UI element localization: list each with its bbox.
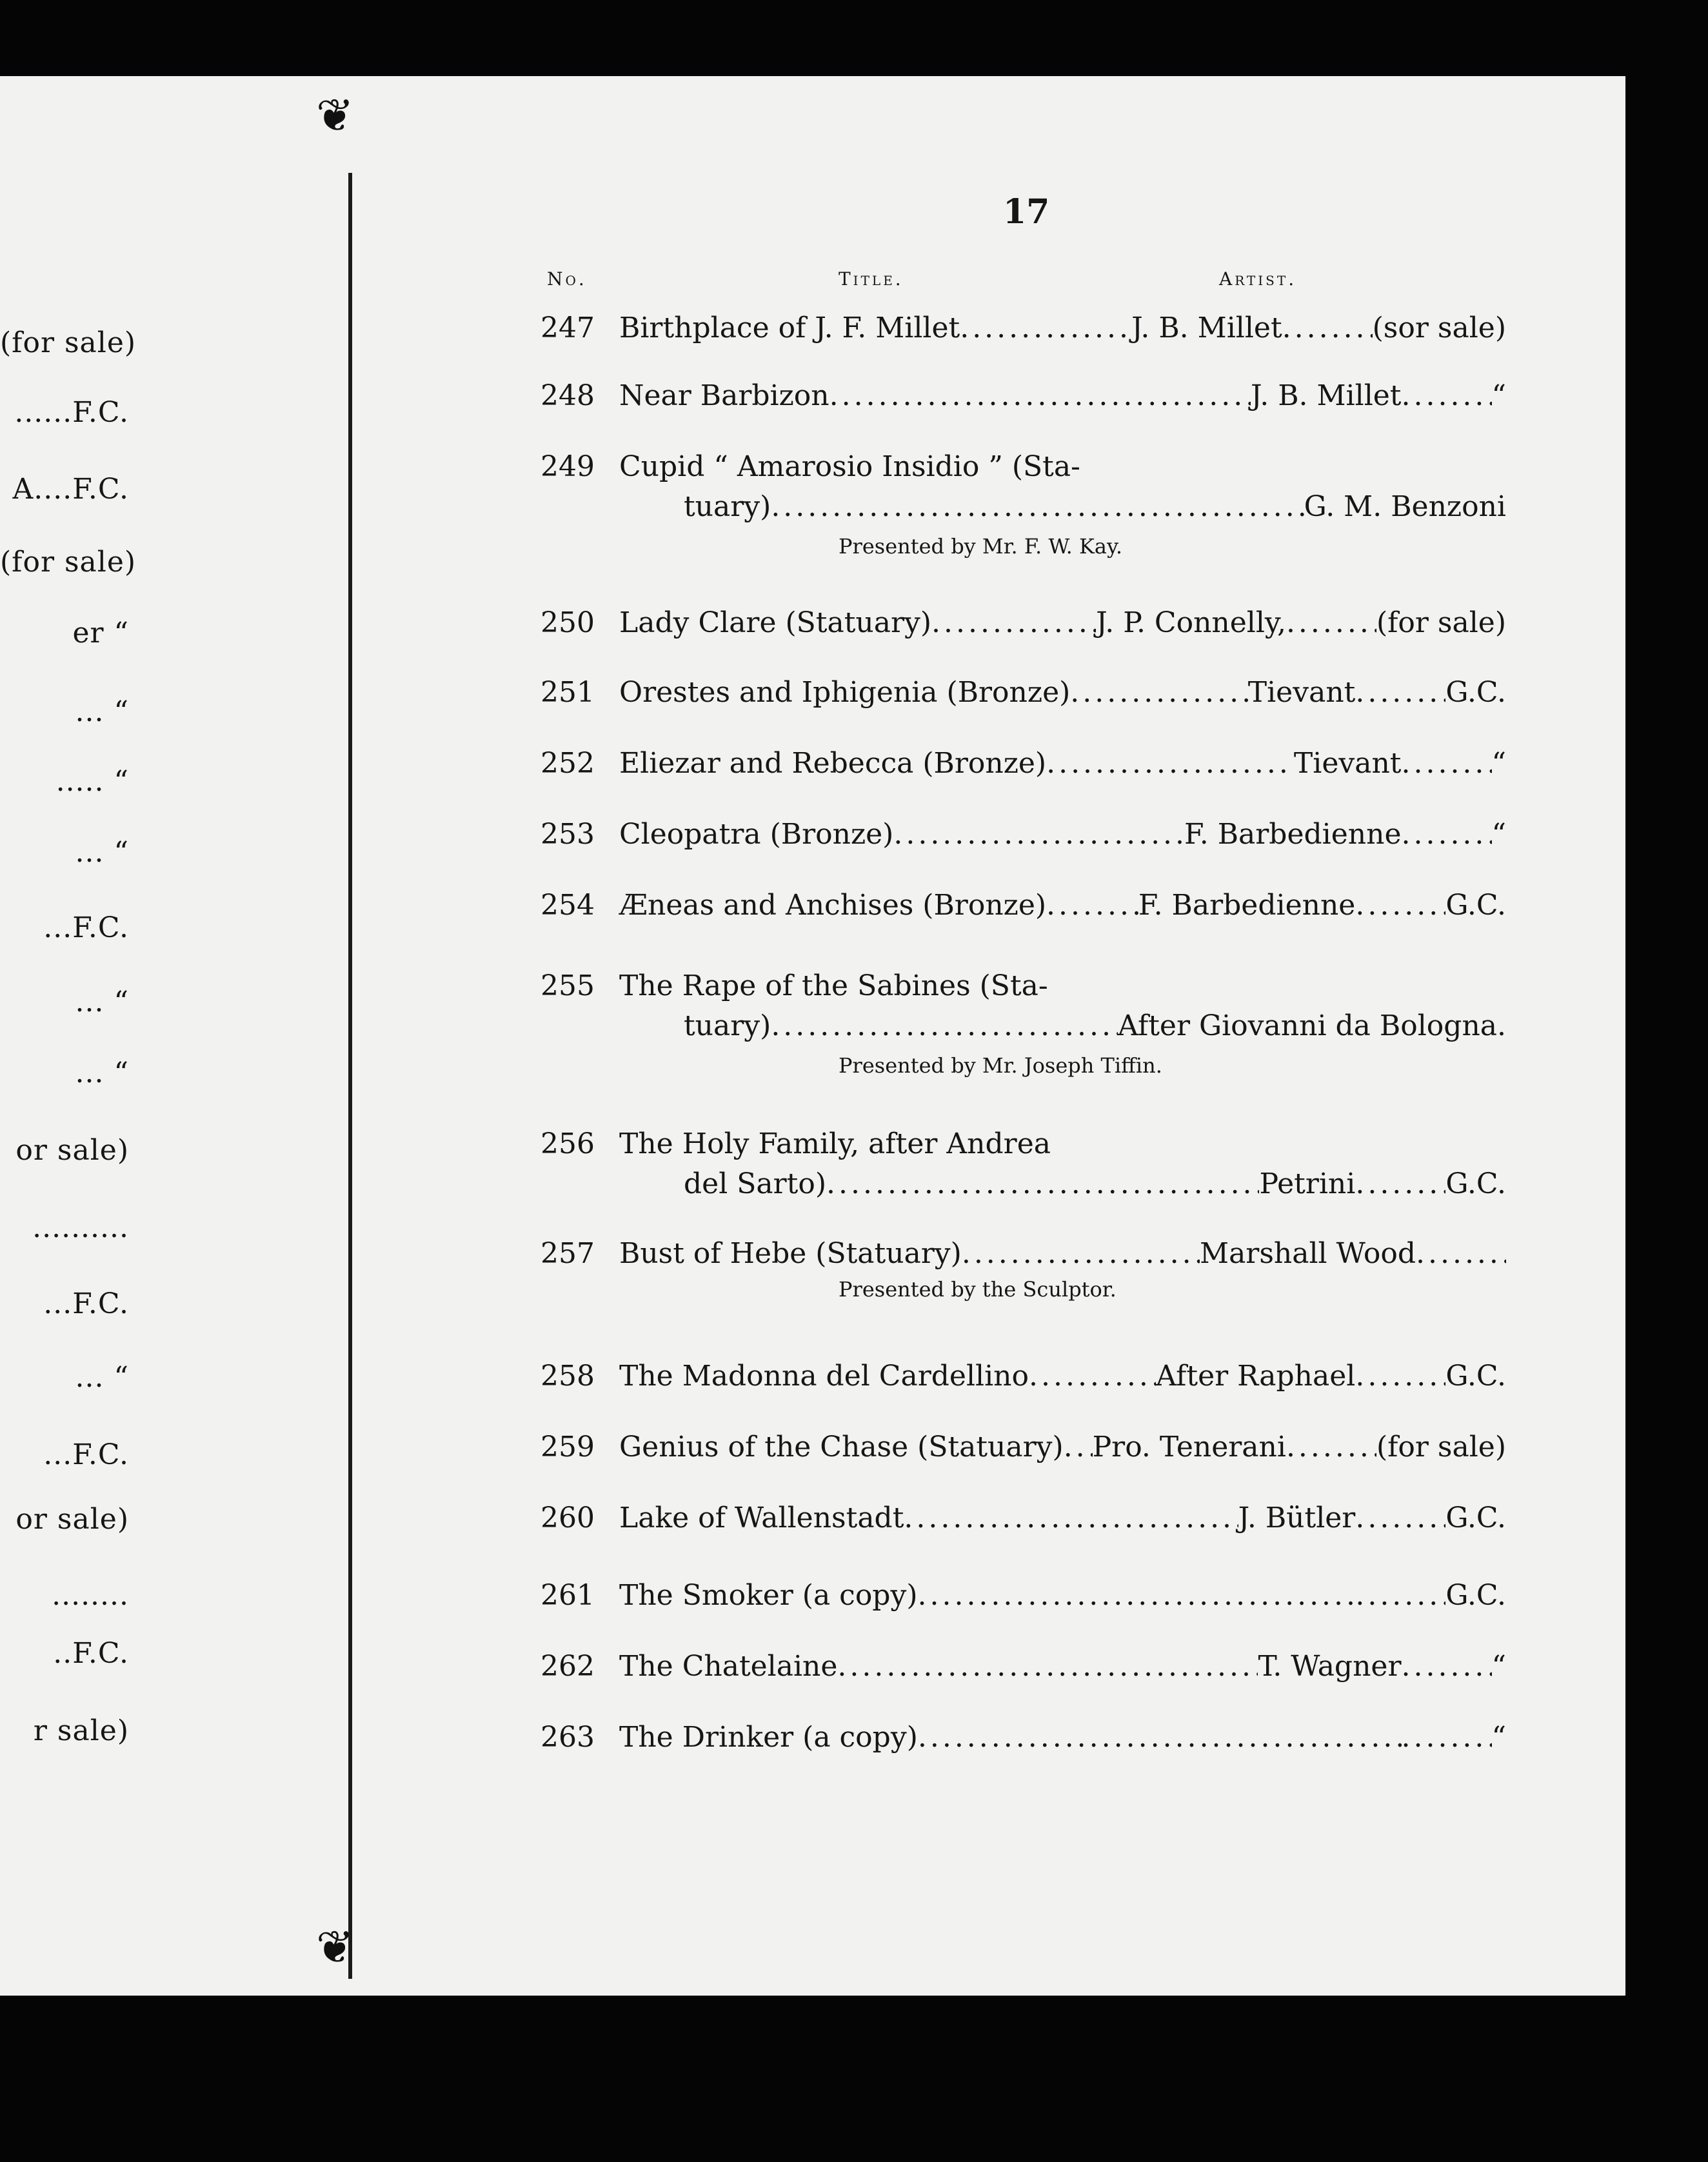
- entry-status: G.C.: [1445, 676, 1506, 709]
- catalogue-entry: [0, 969, 1625, 1078]
- leader-dots: [1402, 1650, 1492, 1683]
- left-margin-fragment: ...F.C.: [43, 911, 129, 944]
- entry-status: “: [1491, 1721, 1506, 1754]
- left-margin-fragment: A....F.C.: [12, 473, 129, 506]
- leader-dots: [1286, 1431, 1376, 1463]
- leader-dots: [1355, 889, 1445, 922]
- catalogue-page: [0, 76, 1625, 1996]
- leader-dots: [904, 1502, 1238, 1534]
- entry-artist: J. B. Millet: [1251, 379, 1402, 412]
- left-margin-fragment: ........: [52, 1579, 129, 1612]
- leader-dots: [1282, 312, 1373, 344]
- bottom-ornament-icon: ❦: [316, 1921, 354, 1974]
- page-number: 17: [1003, 192, 1050, 232]
- previous-page-margin: [0, 76, 137, 1996]
- entry-title: Bust of Hebe (Statuary): [619, 1237, 962, 1270]
- entry-number: 251: [541, 676, 595, 709]
- entry-status: G.C.: [1445, 889, 1506, 922]
- entry-number: 249: [541, 450, 595, 483]
- entry-status: G.C.: [1445, 1167, 1506, 1200]
- catalogue-entry: [0, 1650, 1625, 1689]
- entry-number: 250: [541, 606, 595, 639]
- leader-dots: [931, 606, 1096, 639]
- left-margin-fragment: ... “: [75, 836, 129, 869]
- leader-dots: [826, 1167, 1259, 1200]
- leader-dots: [771, 490, 1304, 523]
- leader-dots: [1046, 747, 1294, 780]
- entry-status: “: [1491, 818, 1506, 851]
- leader-dots: [1355, 1579, 1445, 1612]
- entry-artist: Petrini: [1259, 1167, 1356, 1200]
- left-margin-fragment: or sale): [15, 1503, 129, 1536]
- left-margin-fragment: ... “: [75, 986, 129, 1018]
- entry-title: Orestes and Iphigenia (Bronze): [619, 676, 1071, 709]
- entry-number: 258: [541, 1360, 595, 1393]
- entry-artist: J. Bütler: [1238, 1502, 1356, 1534]
- leader-dots: [1070, 676, 1247, 709]
- entry-title: Birthplace of J. F. Millet: [619, 312, 960, 344]
- entry-artist: J. P. Connelly,: [1096, 606, 1286, 639]
- leader-dots: [829, 379, 1251, 412]
- header-title: Title.: [839, 268, 904, 290]
- entry-number: 248: [541, 379, 595, 412]
- entry-number: 254: [541, 889, 595, 922]
- entry-title: Cupid “ Amarosio Insidio ” (Sta-: [619, 450, 1080, 483]
- header-no: No.: [547, 268, 587, 290]
- catalogue-entry: [0, 312, 1625, 350]
- entry-artist: F. Barbedienne: [1138, 889, 1356, 922]
- catalogue-entry: [0, 889, 1625, 927]
- entry-artist: Tievant: [1247, 676, 1356, 709]
- entry-artist: After Giovanni da Bologna.: [1117, 1009, 1506, 1042]
- entry-number: 259: [541, 1431, 595, 1463]
- leader-dots: [1402, 747, 1492, 780]
- left-margin-fragment: ...F.C.: [43, 1287, 129, 1320]
- entry-number: 261: [541, 1579, 595, 1612]
- binding-line: [348, 173, 352, 1979]
- entry-artist: T. Wagner: [1258, 1650, 1402, 1683]
- left-margin-fragment: ..F.C.: [53, 1637, 129, 1670]
- leader-dots: [771, 1009, 1118, 1042]
- header-artist: Artist.: [1219, 268, 1297, 290]
- leader-dots: [893, 818, 1184, 851]
- entry-title: The Drinker (a copy): [619, 1721, 918, 1754]
- entry-number: 255: [541, 969, 595, 1002]
- entry-artist: Tievant: [1293, 747, 1402, 780]
- entry-status: (sor sale): [1372, 312, 1506, 344]
- entry-title: The Chatelaine: [619, 1650, 838, 1683]
- entry-artist: Marshall Wood: [1200, 1237, 1416, 1270]
- catalogue-entry: [0, 1721, 1625, 1760]
- entry-number: 253: [541, 818, 595, 851]
- entry-title: The Madonna del Cardellino: [619, 1360, 1029, 1393]
- leader-dots: [918, 1579, 1356, 1612]
- left-margin-fragment: ..... “: [55, 765, 129, 798]
- entry-title: The Rape of the Sabines (Sta-: [619, 969, 1048, 1002]
- entry-status: G.C.: [1445, 1502, 1506, 1534]
- entry-artist: G. M. Benzoni: [1304, 490, 1506, 523]
- entry-title: Æneas and Anchises (Bronze): [619, 889, 1047, 922]
- leader-dots: [1046, 889, 1138, 922]
- presented-by-note: Presented by the Sculptor.: [839, 1277, 1117, 1302]
- catalogue-entry: [0, 1579, 1625, 1618]
- catalogue-entry: [0, 379, 1625, 418]
- entry-title-continued: del Sarto): [684, 1167, 827, 1200]
- entry-title: The Holy Family, after Andrea: [619, 1127, 1051, 1160]
- entry-status: “: [1491, 747, 1506, 780]
- entry-artist: J. B. Millet: [1131, 312, 1282, 344]
- catalogue-entry: [0, 1237, 1625, 1302]
- leader-dots: [918, 1721, 1402, 1754]
- leader-dots: [1402, 1721, 1492, 1754]
- catalogue-entry: [0, 676, 1625, 715]
- entry-title: Eliezar and Rebecca (Bronze): [619, 747, 1047, 780]
- entry-title: Lake of Wallenstadt: [619, 1502, 904, 1534]
- entry-artist: F. Barbedienne: [1184, 818, 1402, 851]
- entry-artist: After Raphael: [1156, 1360, 1356, 1393]
- leader-dots: [1286, 606, 1376, 639]
- catalogue-entry: [0, 606, 1625, 645]
- catalogue-entry: [0, 818, 1625, 857]
- entry-status: G.C.: [1445, 1360, 1506, 1393]
- entry-status: G.C.: [1445, 1579, 1506, 1612]
- entry-title: Near Barbizon: [619, 379, 829, 412]
- entry-title: The Smoker (a copy): [619, 1579, 918, 1612]
- left-margin-fragment: er “: [72, 617, 129, 650]
- catalogue-entry: [0, 1502, 1625, 1540]
- left-margin-fragment: ... “: [75, 1361, 129, 1394]
- entry-artist: Pro. Tenerani: [1092, 1431, 1286, 1463]
- left-margin-fragment: (for sale): [0, 326, 137, 359]
- leader-dots: [962, 1237, 1200, 1270]
- left-margin-fragment: ... “: [75, 1056, 129, 1089]
- leader-dots: [1402, 818, 1492, 851]
- left-margin-fragment: r sale): [33, 1714, 129, 1747]
- leader-dots: [960, 312, 1131, 344]
- entry-title-continued: tuary): [684, 1009, 771, 1042]
- entry-title-continued: tuary): [684, 490, 771, 523]
- presented-by-note: Presented by Mr. Joseph Tiffin.: [839, 1053, 1162, 1078]
- top-ornament-icon: ❦: [316, 89, 354, 142]
- left-margin-fragment: or sale): [15, 1134, 129, 1167]
- left-margin-fragment: ......F.C.: [14, 396, 129, 429]
- entry-status: “: [1491, 1650, 1506, 1683]
- leader-dots: [1355, 1167, 1445, 1200]
- left-margin-fragment: ..........: [32, 1211, 129, 1244]
- leader-dots: [1416, 1237, 1506, 1270]
- entry-number: 263: [541, 1721, 595, 1754]
- entry-number: 262: [541, 1650, 595, 1683]
- presented-by-note: Presented by Mr. F. W. Kay.: [839, 534, 1122, 559]
- left-margin-fragment: ...F.C.: [43, 1438, 129, 1471]
- entry-title: Genius of the Chase (Statuary): [619, 1431, 1064, 1463]
- entry-title: Lady Clare (Statuary): [619, 606, 932, 639]
- entry-status: (for sale): [1376, 606, 1506, 639]
- left-margin-fragment: (for sale): [0, 546, 137, 579]
- entry-number: 257: [541, 1237, 595, 1270]
- entry-status: (for sale): [1376, 1431, 1506, 1463]
- entry-number: 252: [541, 747, 595, 780]
- entry-title: Cleopatra (Bronze): [619, 818, 894, 851]
- left-margin-fragment: ... “: [75, 695, 129, 728]
- leader-dots: [1355, 676, 1445, 709]
- catalogue-entry: [0, 1360, 1625, 1398]
- entry-number: 260: [541, 1502, 595, 1534]
- catalogue-entry: [0, 1127, 1625, 1200]
- catalogue-entry: [0, 747, 1625, 786]
- leader-dots: [837, 1650, 1258, 1683]
- entry-number: 247: [541, 312, 595, 344]
- leader-dots: [1355, 1502, 1445, 1534]
- entry-status: “: [1491, 379, 1506, 412]
- leader-dots: [1402, 379, 1492, 412]
- leader-dots: [1029, 1360, 1156, 1393]
- leader-dots: [1064, 1431, 1093, 1463]
- leader-dots: [1355, 1360, 1445, 1393]
- entry-number: 256: [541, 1127, 595, 1160]
- catalogue-entry: [0, 1431, 1625, 1469]
